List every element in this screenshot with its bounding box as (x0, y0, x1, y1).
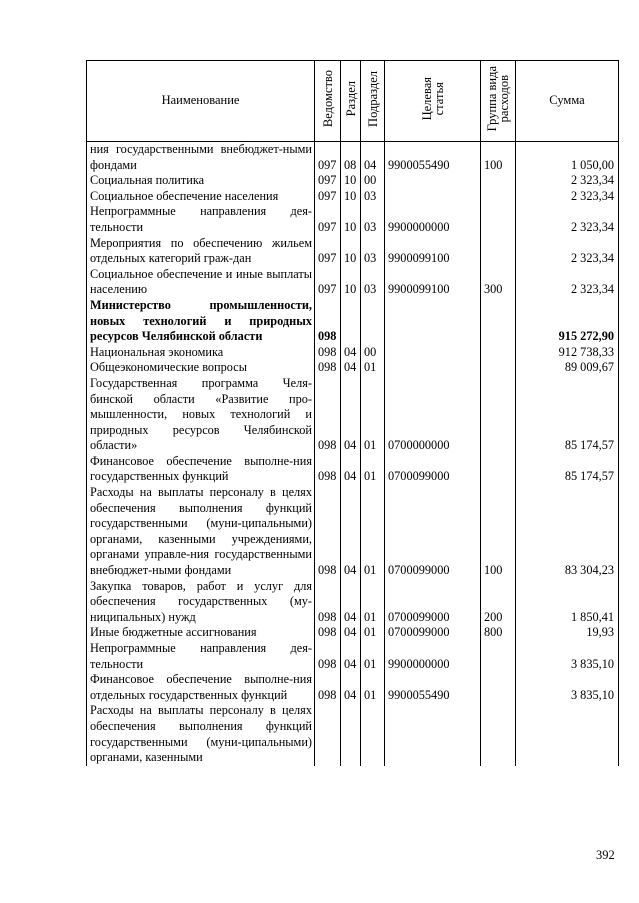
budget-table (86, 60, 619, 766)
cell-name: Социальное обеспечение населения (87, 189, 315, 205)
header-subsection: Подраздел (361, 61, 385, 142)
cell-dept: 097 (315, 236, 341, 267)
cell-sec: 04 (341, 376, 361, 454)
cell-name: Мероприятия по обеспечению жильем отдельных категорий граж-дан (87, 236, 315, 267)
cell-name: Непрограммные направления дея-тельности (87, 641, 315, 672)
cell-sum: 912 738,33 (516, 345, 619, 361)
cell-group: 800 (481, 625, 516, 641)
cell-target (385, 703, 481, 765)
cell-sub: 03 (361, 189, 385, 205)
table-row (87, 142, 619, 174)
cell-dept: 098 (315, 625, 341, 641)
table-row (87, 703, 619, 765)
header-name: Наименование (87, 61, 315, 142)
cell-name: Финансовое обеспечение выполне-ния отдельных государственных функций (87, 672, 315, 703)
cell-group: 200 (481, 579, 516, 626)
cell-group (481, 376, 516, 454)
cell-sub: 01 (361, 360, 385, 376)
cell-dept: 098 (315, 672, 341, 703)
cell-sub: 03 (361, 204, 385, 235)
cell-sum: 1 050,00 (516, 142, 619, 174)
cell-sub (361, 703, 385, 765)
cell-sec: 04 (341, 672, 361, 703)
table-row (87, 625, 619, 641)
cell-target: 0700000000 (385, 376, 481, 454)
cell-sub: 00 (361, 173, 385, 189)
cell-target: 9900000000 (385, 641, 481, 672)
cell-dept: 098 (315, 298, 341, 345)
header-section: Раздел (341, 61, 361, 142)
header-sum: Сумма (516, 61, 619, 142)
cell-target (385, 360, 481, 376)
table-row (87, 579, 619, 626)
cell-sec: 10 (341, 173, 361, 189)
cell-dept: 097 (315, 204, 341, 235)
table-header-row (87, 61, 619, 142)
cell-name: Финансовое обеспечение выполне-ния государственных функций (87, 454, 315, 485)
cell-sec: 10 (341, 236, 361, 267)
table-row (87, 267, 619, 298)
cell-sum: 19,93 (516, 625, 619, 641)
cell-sec: 04 (341, 360, 361, 376)
cell-sum: 85 174,57 (516, 454, 619, 485)
cell-sub: 03 (361, 267, 385, 298)
cell-sec: 04 (341, 625, 361, 641)
cell-sec: 04 (341, 579, 361, 626)
cell-sum: 2 323,34 (516, 173, 619, 189)
cell-sec: 10 (341, 189, 361, 205)
cell-sum: 89 009,67 (516, 360, 619, 376)
cell-sum: 1 850,41 (516, 579, 619, 626)
cell-target: 9900055490 (385, 142, 481, 174)
cell-group (481, 672, 516, 703)
header-dept: Ведомство (315, 61, 341, 142)
cell-target (385, 189, 481, 205)
cell-sec: 04 (341, 454, 361, 485)
cell-sec (341, 703, 361, 765)
table-row (87, 454, 619, 485)
cell-sec (341, 298, 361, 345)
cell-name: Расходы на выплаты персоналу в целях обеспечения выполнения функций государственными (муни-ципальными) органами, казенными учреждениями, органами управле-ния государственными внебюджет-ными фондами (87, 485, 315, 579)
cell-target: 9900000000 (385, 204, 481, 235)
cell-group (481, 298, 516, 345)
cell-dept (315, 703, 341, 765)
table-row (87, 376, 619, 454)
cell-group (481, 173, 516, 189)
cell-group (481, 641, 516, 672)
cell-name: Социальное обеспечение и иные выплаты населению (87, 267, 315, 298)
cell-name: Министерство промышленности, новых технологий и природных ресурсов Челябинской области (87, 298, 315, 345)
table-row (87, 360, 619, 376)
cell-sum: 85 174,57 (516, 376, 619, 454)
table-row (87, 236, 619, 267)
cell-target: 0700099000 (385, 625, 481, 641)
cell-target: 9900055490 (385, 672, 481, 703)
cell-name: ния государственными внебюджет-ными фондами (87, 142, 315, 174)
cell-dept: 098 (315, 485, 341, 579)
table-row (87, 641, 619, 672)
cell-target: 9900099100 (385, 267, 481, 298)
cell-group (481, 189, 516, 205)
cell-sec: 08 (341, 142, 361, 174)
cell-sum: 3 835,10 (516, 641, 619, 672)
cell-sec: 10 (341, 204, 361, 235)
cell-group (481, 454, 516, 485)
cell-name: Расходы на выплаты персоналу в целях обеспечения выполнения функций государственными (муни-ципальными) органами, казенными (87, 703, 315, 765)
cell-sec: 04 (341, 345, 361, 361)
cell-group (481, 360, 516, 376)
cell-sum: 3 835,10 (516, 672, 619, 703)
cell-name: Социальная политика (87, 173, 315, 189)
table-row (87, 345, 619, 361)
table-row (87, 672, 619, 703)
cell-sec: 10 (341, 267, 361, 298)
cell-group (481, 204, 516, 235)
cell-group (481, 345, 516, 361)
cell-target (385, 298, 481, 345)
cell-dept: 098 (315, 579, 341, 626)
cell-sub: 03 (361, 236, 385, 267)
cell-dept: 097 (315, 267, 341, 298)
cell-sub: 04 (361, 142, 385, 174)
cell-sub (361, 298, 385, 345)
cell-target (385, 345, 481, 361)
cell-sum: 2 323,34 (516, 267, 619, 298)
cell-sub: 01 (361, 625, 385, 641)
cell-target: 0700099000 (385, 485, 481, 579)
cell-name: Непрограммные направления дея-тельности (87, 204, 315, 235)
cell-dept: 097 (315, 142, 341, 174)
cell-name: Общеэкономические вопросы (87, 360, 315, 376)
cell-dept: 097 (315, 173, 341, 189)
cell-dept: 097 (315, 189, 341, 205)
cell-group: 100 (481, 485, 516, 579)
cell-sec: 04 (341, 641, 361, 672)
page-number: 392 (596, 848, 615, 862)
cell-dept: 098 (315, 345, 341, 361)
cell-name: Национальная экономика (87, 345, 315, 361)
cell-sub: 01 (361, 641, 385, 672)
table-row (87, 298, 619, 345)
cell-sec: 04 (341, 485, 361, 579)
table-row (87, 204, 619, 235)
cell-sum: 2 323,34 (516, 204, 619, 235)
cell-sum: 2 323,34 (516, 189, 619, 205)
cell-group (481, 703, 516, 765)
cell-sum: 915 272,90 (516, 298, 619, 345)
cell-dept: 098 (315, 454, 341, 485)
cell-sum: 2 323,34 (516, 236, 619, 267)
header-target: Целевая статья (385, 61, 481, 142)
cell-sub: 01 (361, 485, 385, 579)
cell-target: 0700099000 (385, 579, 481, 626)
cell-group: 300 (481, 267, 516, 298)
cell-sub: 00 (361, 345, 385, 361)
header-expense-group: Группа вида расходов (481, 61, 516, 142)
cell-dept: 098 (315, 641, 341, 672)
cell-dept: 098 (315, 376, 341, 454)
cell-sub: 01 (361, 672, 385, 703)
cell-target: 9900099100 (385, 236, 481, 267)
cell-sum (516, 703, 619, 765)
cell-sub: 01 (361, 376, 385, 454)
table-row (87, 189, 619, 205)
cell-sum: 83 304,23 (516, 485, 619, 579)
cell-sub: 01 (361, 579, 385, 626)
cell-group (481, 236, 516, 267)
cell-dept: 098 (315, 360, 341, 376)
table-row (87, 485, 619, 579)
cell-group: 100 (481, 142, 516, 174)
cell-name: Государственная программа Челя-бинской области «Развитие про-мышленности, новых технологий и природных ресурсов Челябинской области» (87, 376, 315, 454)
cell-name: Закупка товаров, работ и услуг для обеспечения государственных (му-ниципальных) нужд (87, 579, 315, 626)
cell-target: 0700099000 (385, 454, 481, 485)
cell-name: Иные бюджетные ассигнования (87, 625, 315, 641)
cell-sub: 01 (361, 454, 385, 485)
cell-target (385, 173, 481, 189)
table-row (87, 173, 619, 189)
